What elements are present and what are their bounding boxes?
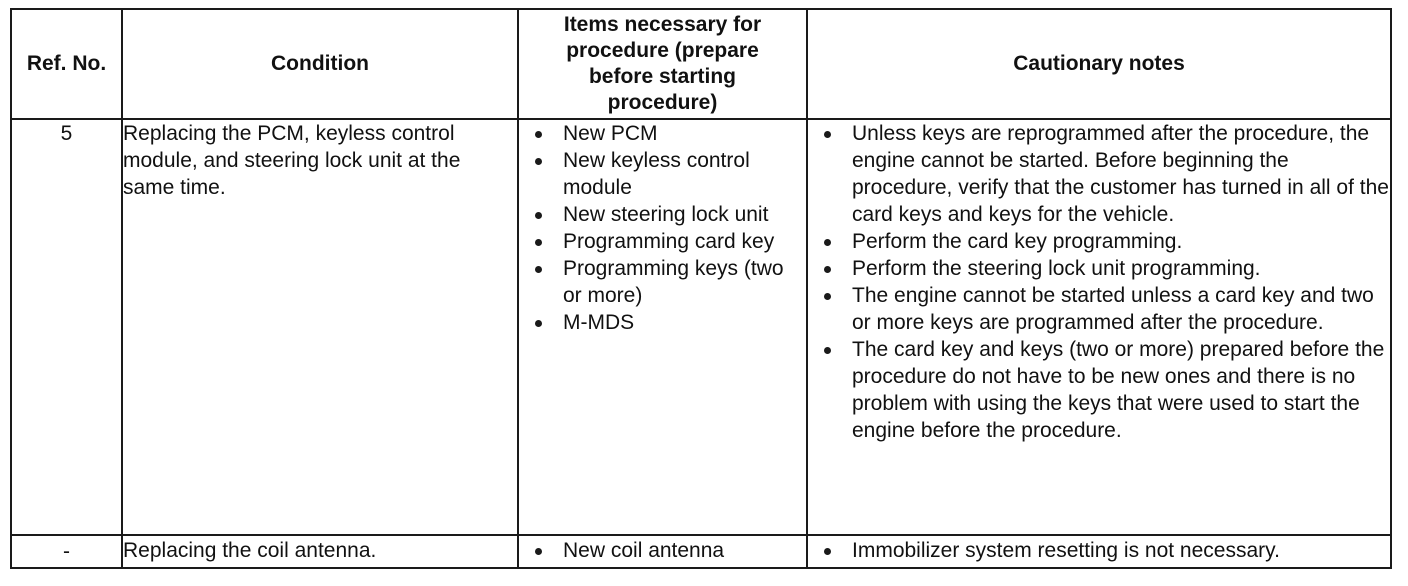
note-text: Immobilizer system resetting is not necessary. <box>852 539 1280 562</box>
item-text: New PCM <box>563 122 658 145</box>
list-item <box>519 309 806 336</box>
list-item <box>519 255 806 309</box>
list-item <box>808 336 1390 444</box>
item-text: New coil antenna <box>563 539 725 562</box>
procedure-table <box>10 8 1392 569</box>
bullet-icon <box>824 548 831 555</box>
bullet-icon <box>824 347 831 354</box>
list-item <box>519 147 806 201</box>
note-text: Perform the steering lock unit programming. <box>852 257 1261 280</box>
item-text: New keyless control module <box>563 149 750 199</box>
ref-no-cell: 5 <box>11 119 122 535</box>
header-notes: Cautionary notes <box>807 9 1391 119</box>
note-text: Unless keys are reprogrammed after the procedure, the engine cannot be started. Before beginning the procedure, verify that the customer has turned in all of the card keys and keys for the vehicle. <box>852 122 1389 226</box>
list-item <box>808 282 1390 336</box>
bullet-icon <box>535 239 542 246</box>
bullet-icon <box>535 158 542 165</box>
list-item <box>519 537 806 564</box>
list-item <box>519 201 806 228</box>
bullet-icon <box>535 548 542 555</box>
items-list <box>519 537 806 564</box>
header-ref-no: Ref. No. <box>11 9 122 119</box>
bullet-icon <box>535 320 542 327</box>
ref-no-cell: - <box>11 535 122 568</box>
bullet-icon <box>824 131 831 138</box>
note-text: The engine cannot be started unless a card key and two or more keys are programmed after the procedure. <box>852 284 1374 334</box>
item-text: M-MDS <box>563 311 635 334</box>
header-items <box>518 9 807 119</box>
condition-cell: Replacing the PCM, keyless control module, and steering lock unit at the same time. <box>122 119 518 535</box>
notes-list <box>808 537 1390 564</box>
list-item <box>519 228 806 255</box>
header-condition: Condition <box>122 9 518 119</box>
list-item <box>808 537 1390 564</box>
items-cell <box>518 535 807 568</box>
list-item <box>808 228 1390 255</box>
header-items-label: Items necessary for procedure (prepare before starting procedure) <box>563 13 762 114</box>
bullet-icon <box>535 212 542 219</box>
note-text: The card key and keys (two or more) prepared before the procedure do not have to be new ones and there is no problem with using the keys that were used to start the engine before the procedure. <box>852 338 1385 442</box>
item-text: New steering lock unit <box>563 203 769 226</box>
notes-list <box>808 120 1390 444</box>
table-row <box>11 119 1391 535</box>
header-row <box>11 9 1391 119</box>
items-cell <box>518 119 807 535</box>
bullet-icon <box>535 266 542 273</box>
item-text: Programming card key <box>563 230 775 253</box>
notes-cell <box>807 535 1391 568</box>
notes-cell <box>807 119 1391 535</box>
table-row <box>11 535 1391 568</box>
bullet-icon <box>535 131 542 138</box>
bullet-icon <box>824 266 831 273</box>
list-item <box>519 120 806 147</box>
items-list <box>519 120 806 336</box>
condition-cell: Replacing the coil antenna. <box>122 535 518 568</box>
note-text: Perform the card key programming. <box>852 230 1183 253</box>
list-item <box>808 255 1390 282</box>
bullet-icon <box>824 239 831 246</box>
bullet-icon <box>824 293 831 300</box>
list-item <box>808 120 1390 228</box>
item-text: Programming keys (two or more) <box>563 257 784 307</box>
